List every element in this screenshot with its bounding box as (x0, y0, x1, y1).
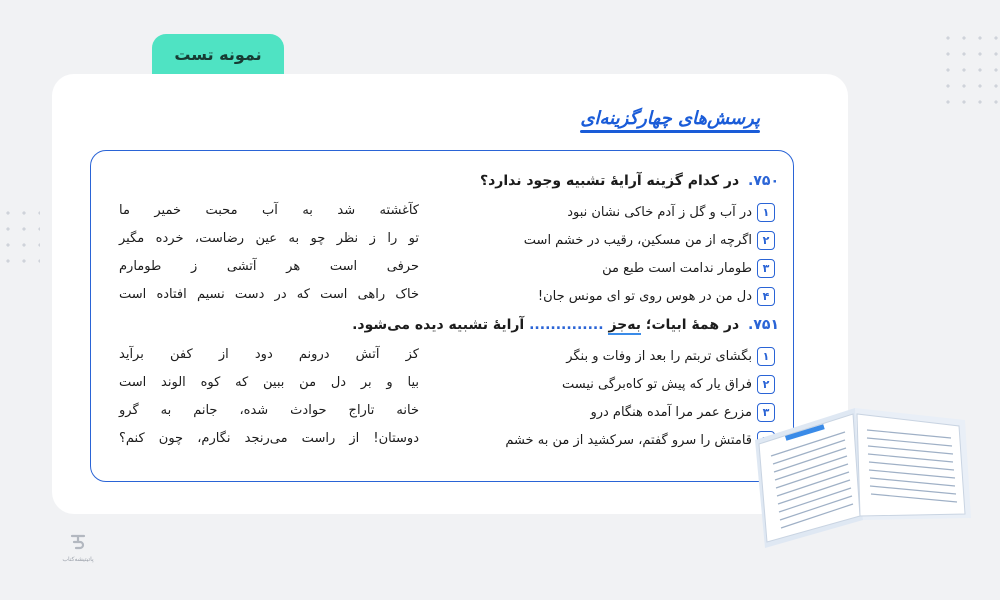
option-badge: ۲ (757, 231, 775, 250)
questions-box (90, 150, 794, 482)
option-badge: ۱ (757, 347, 775, 366)
section-title (580, 108, 760, 129)
verse-first-half: بگشای تربتم را بعد از وفات و بنگر (566, 349, 752, 364)
question-emphasis: به‌جز (608, 317, 641, 333)
verse-second-half: کز آتش درونم دود از کفن برآید (119, 347, 419, 362)
publisher-logo-text: پاتیتیشه‌کتاب (62, 556, 94, 563)
option-badge: ۳ (757, 259, 775, 278)
option-751-3[interactable] (475, 403, 775, 422)
open-book-illustration (745, 400, 975, 550)
question-blank: .............. (529, 317, 604, 333)
verse-second-half: کآغشته شد به آب محبت خمیر ما (119, 203, 419, 218)
option-badge: ۴ (757, 287, 775, 306)
verse-first-half: طومار ندامت است طبع من (602, 261, 752, 276)
question-number: ۷۵۱. (748, 317, 779, 333)
sample-test-tab: نمونه تست (152, 34, 284, 74)
section-title-text: پرسش‌های چهارگزینه‌ای (580, 108, 760, 129)
question-750 (480, 173, 779, 189)
verse-second-half: خانه تاراج حوادث شده، جانم به گرو (119, 403, 419, 418)
publisher-logo-icon (66, 528, 90, 552)
option-badge: ۲ (757, 375, 775, 394)
verse-second-half: حرفی است هر آتشی ز طومارم (119, 259, 419, 274)
verse-first-half: فراق یار که پیش تو کاه‌برگی نیست (561, 377, 752, 392)
option-750-1[interactable] (475, 203, 775, 222)
title-underline (580, 130, 760, 133)
verse-second-half: تو را ز نظر چو به عین رضاست، خرده مگیر (119, 231, 419, 246)
option-badge: ۱ (757, 203, 775, 222)
option-751-2[interactable] (475, 375, 775, 394)
option-750-4[interactable] (475, 287, 775, 306)
option-badge: ۳ (757, 403, 775, 422)
verse-second-half: دوستان! از راست می‌رنجد نگارم، چون کنم؟ (119, 431, 419, 446)
option-751-4[interactable] (475, 431, 775, 450)
verse-first-half: دل من در هوس روی تو ای مونس جان! (537, 289, 752, 304)
question-text: در کدام گزینه آرایهٔ تشبیه وجود ندارد؟ (479, 173, 740, 189)
option-750-2[interactable] (475, 231, 775, 250)
verse-first-half: مزرع عمر مرا آمده هنگام درو (590, 405, 752, 420)
option-750-3[interactable] (475, 259, 775, 278)
question-number: ۷۵۰. (748, 173, 779, 189)
verse-first-half: قامتش را سرو گفتم، سرکشید از من به خشم (505, 433, 752, 448)
question-text: آرایهٔ تشبیه دیده می‌شود. (352, 317, 525, 333)
verse-second-half: بیا و بر دل من ببین که کوه الوند است (119, 375, 419, 390)
verse-first-half: در آب و گل ز آدم خاکی نشان نبود (567, 205, 752, 220)
verse-second-half: خاک راهی است که در دست نسیم افتاده است (119, 287, 419, 302)
publisher-logo (58, 528, 98, 563)
question-text: در همهٔ ابیات؛ (645, 317, 740, 333)
decorative-dots (940, 30, 1000, 110)
verse-first-half: اگرچه از من مسکین، رقیب در خشم است (523, 233, 752, 248)
option-751-1[interactable] (475, 347, 775, 366)
question-751 (352, 317, 779, 333)
decorative-dots (0, 205, 40, 265)
content-card (52, 74, 848, 514)
